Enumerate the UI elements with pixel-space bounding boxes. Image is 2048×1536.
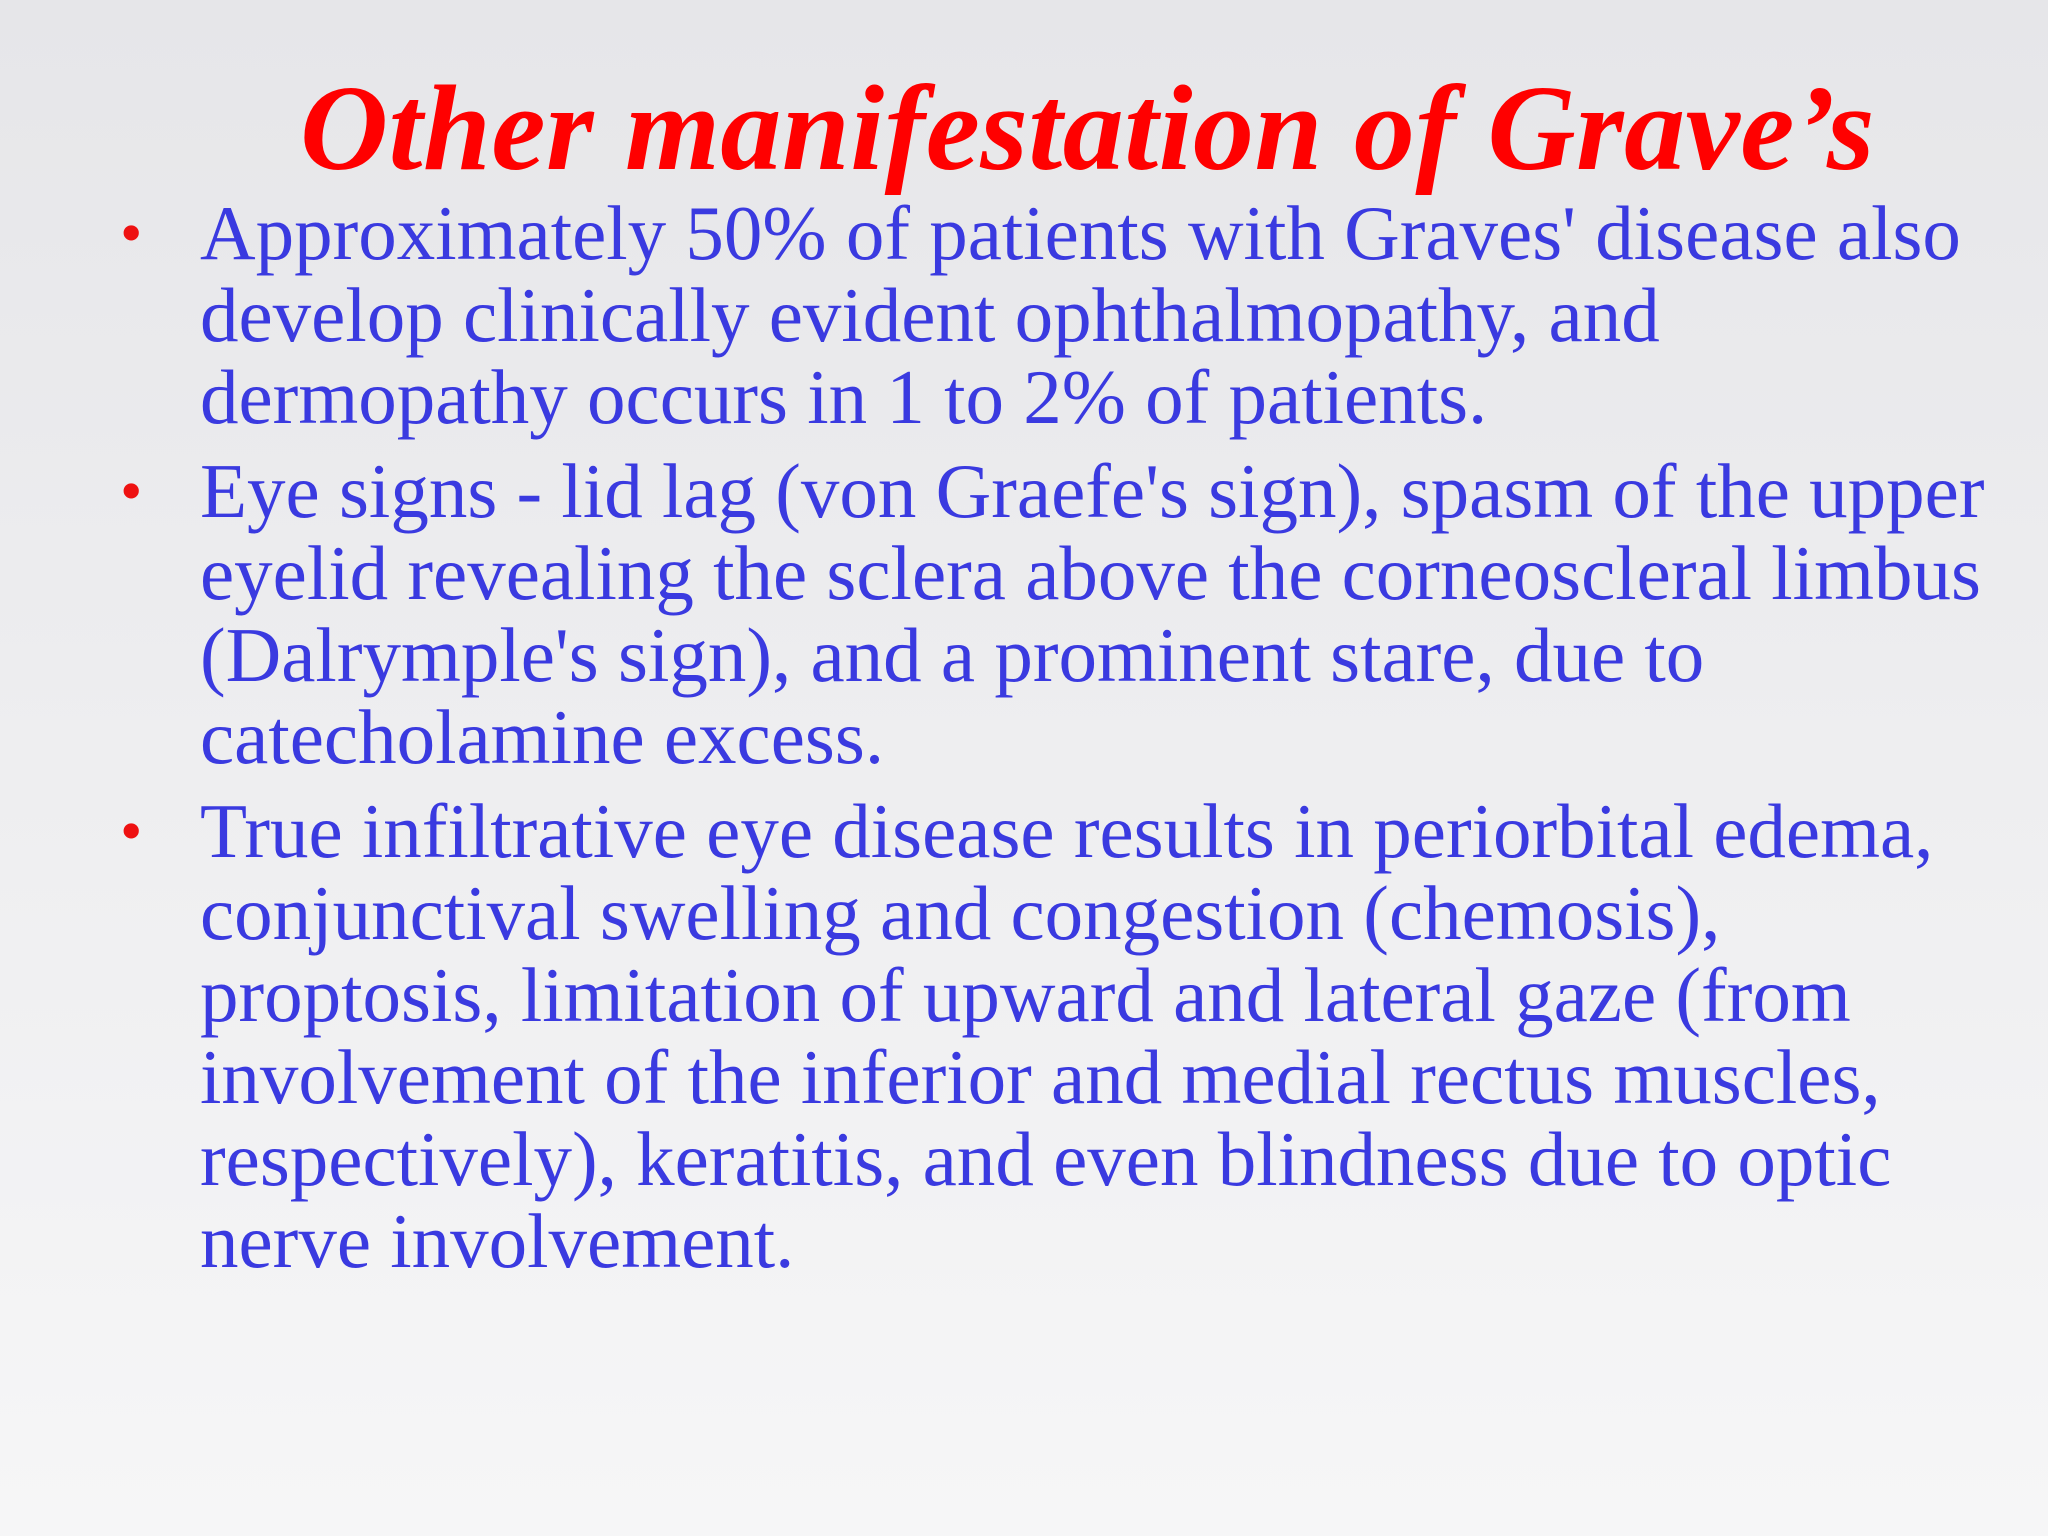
bullet-text: Approximately 50% of patients with Graves' disease also develop clinically evident ophthalmopathy, and dermopathy occurs in 1 to 2% of patients. xyxy=(200,190,1961,440)
bullet-list xyxy=(120,192,2000,1294)
bullet-item xyxy=(120,790,2000,1282)
bullet-dot-icon: • xyxy=(120,455,143,526)
bullet-item xyxy=(120,450,2000,778)
slide-title: Other manifestation of Grave’s xyxy=(300,61,1875,196)
bullet-dot-icon: • xyxy=(120,795,143,866)
bullet-dot-icon: • xyxy=(120,197,143,268)
bullet-text: Eye signs - lid lag (von Graefe's sign), spasm of the upper eyelid revealing the sclera above the corneoscleral limbus (Dalrymple's sign), and a prominent stare, due to catecholamine excess. xyxy=(200,448,1985,780)
bullet-item xyxy=(120,192,2000,438)
bullet-text: True infiltrative eye disease results in periorbital edema, conjunctival swelling and congestion (chemosis), proptosis, limitation of upward and lateral gaze (from involvement of the inferior and medial rectus muscles, respectively), keratitis, and even blindness due to optic nerve involvement. xyxy=(200,788,1934,1284)
